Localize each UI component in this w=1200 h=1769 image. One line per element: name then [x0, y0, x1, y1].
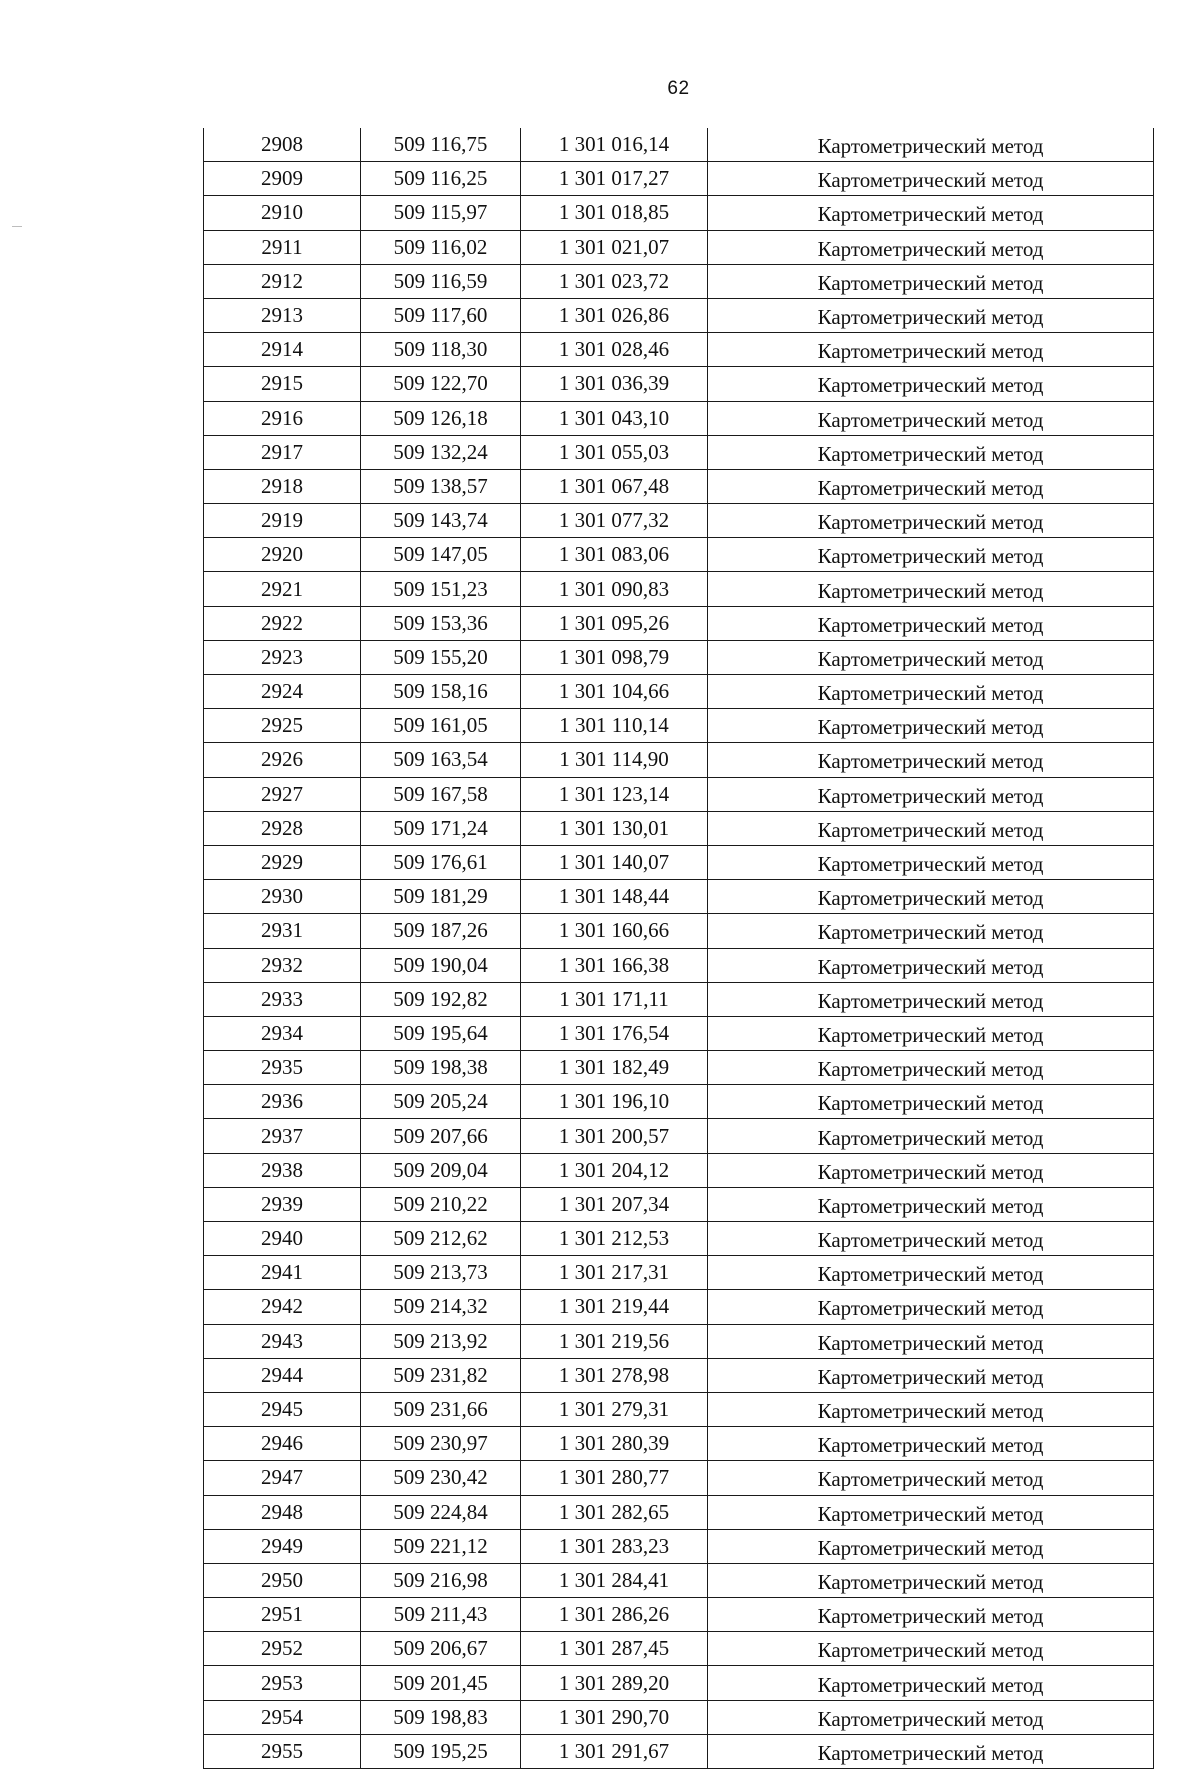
y-coordinate-cell: 1 301 280,77 [521, 1461, 708, 1495]
y-coordinate-cell: 1 301 140,07 [521, 845, 708, 879]
y-coordinate-cell: 1 301 090,83 [521, 572, 708, 606]
table-row [204, 1358, 1154, 1392]
y-coordinate-cell: 1 301 055,03 [521, 435, 708, 469]
x-coordinate-cell: 509 138,57 [361, 469, 521, 503]
table-row [204, 914, 1154, 948]
y-coordinate-cell: 1 301 166,38 [521, 948, 708, 982]
point-number-cell: 2952 [204, 1632, 361, 1666]
table-row [204, 1153, 1154, 1187]
y-coordinate-cell: 1 301 083,06 [521, 538, 708, 572]
point-number-cell: 2934 [204, 1016, 361, 1050]
method-cell: Картометрический метод [708, 1529, 1154, 1563]
method-cell: Картометрический метод [708, 367, 1154, 401]
scan-margin-mark [12, 226, 22, 227]
y-coordinate-cell: 1 301 017,27 [521, 162, 708, 196]
point-number-cell: 2924 [204, 675, 361, 709]
table-row [204, 162, 1154, 196]
x-coordinate-cell: 509 230,97 [361, 1427, 521, 1461]
table-row [204, 1187, 1154, 1221]
table-row [204, 1051, 1154, 1085]
y-coordinate-cell: 1 301 016,14 [521, 128, 708, 162]
x-coordinate-cell: 509 201,45 [361, 1666, 521, 1700]
y-coordinate-cell: 1 301 196,10 [521, 1085, 708, 1119]
table-row [204, 401, 1154, 435]
x-coordinate-cell: 509 117,60 [361, 298, 521, 332]
point-number-cell: 2913 [204, 298, 361, 332]
point-number-cell: 2908 [204, 128, 361, 162]
y-coordinate-cell: 1 301 123,14 [521, 777, 708, 811]
table-row [204, 845, 1154, 879]
table-row [204, 640, 1154, 674]
table-row [204, 880, 1154, 914]
x-coordinate-cell: 509 213,73 [361, 1256, 521, 1290]
method-cell: Картометрический метод [708, 982, 1154, 1016]
method-cell: Картометрический метод [708, 128, 1154, 162]
x-coordinate-cell: 509 151,23 [361, 572, 521, 606]
method-cell: Картометрический метод [708, 1598, 1154, 1632]
x-coordinate-cell: 509 116,75 [361, 128, 521, 162]
point-number-cell: 2912 [204, 264, 361, 298]
method-cell: Картометрический метод [708, 1392, 1154, 1426]
point-number-cell: 2909 [204, 162, 361, 196]
y-coordinate-cell: 1 301 160,66 [521, 914, 708, 948]
point-number-cell: 2920 [204, 538, 361, 572]
y-coordinate-cell: 1 301 176,54 [521, 1016, 708, 1050]
table-row [204, 230, 1154, 264]
point-number-cell: 2936 [204, 1085, 361, 1119]
table-row [204, 1427, 1154, 1461]
method-cell: Картометрический метод [708, 1324, 1154, 1358]
x-coordinate-cell: 509 116,02 [361, 230, 521, 264]
method-cell: Картометрический метод [708, 1632, 1154, 1666]
table-row [204, 469, 1154, 503]
point-number-cell: 2945 [204, 1392, 361, 1426]
page-number: 62 [667, 78, 690, 99]
x-coordinate-cell: 509 195,25 [361, 1734, 521, 1768]
point-number-cell: 2950 [204, 1563, 361, 1597]
point-number-cell: 2937 [204, 1119, 361, 1153]
method-cell: Картометрический метод [708, 401, 1154, 435]
x-coordinate-cell: 509 187,26 [361, 914, 521, 948]
table-row [204, 1016, 1154, 1050]
x-coordinate-cell: 509 167,58 [361, 777, 521, 811]
table-row [204, 504, 1154, 538]
x-coordinate-cell: 509 115,97 [361, 196, 521, 230]
x-coordinate-cell: 509 116,59 [361, 264, 521, 298]
point-number-cell: 2918 [204, 469, 361, 503]
table-row [204, 1222, 1154, 1256]
method-cell: Картометрический метод [708, 811, 1154, 845]
x-coordinate-cell: 509 118,30 [361, 333, 521, 367]
table-row [204, 1256, 1154, 1290]
y-coordinate-cell: 1 301 284,41 [521, 1563, 708, 1597]
y-coordinate-cell: 1 301 028,46 [521, 333, 708, 367]
x-coordinate-cell: 509 181,29 [361, 880, 521, 914]
y-coordinate-cell: 1 301 023,72 [521, 264, 708, 298]
y-coordinate-cell: 1 301 114,90 [521, 743, 708, 777]
x-coordinate-cell: 509 210,22 [361, 1187, 521, 1221]
point-number-cell: 2928 [204, 811, 361, 845]
y-coordinate-cell: 1 301 204,12 [521, 1153, 708, 1187]
x-coordinate-cell: 509 190,04 [361, 948, 521, 982]
point-number-cell: 2949 [204, 1529, 361, 1563]
y-coordinate-cell: 1 301 283,23 [521, 1529, 708, 1563]
table-row [204, 811, 1154, 845]
y-coordinate-cell: 1 301 280,39 [521, 1427, 708, 1461]
table-row [204, 1632, 1154, 1666]
method-cell: Картометрический метод [708, 1427, 1154, 1461]
x-coordinate-cell: 509 176,61 [361, 845, 521, 879]
y-coordinate-cell: 1 301 036,39 [521, 367, 708, 401]
point-number-cell: 2917 [204, 435, 361, 469]
x-coordinate-cell: 509 206,67 [361, 1632, 521, 1666]
table-row [204, 572, 1154, 606]
table-row [204, 333, 1154, 367]
method-cell: Картометрический метод [708, 1256, 1154, 1290]
x-coordinate-cell: 509 221,12 [361, 1529, 521, 1563]
y-coordinate-cell: 1 301 290,70 [521, 1700, 708, 1734]
point-number-cell: 2953 [204, 1666, 361, 1700]
point-number-cell: 2947 [204, 1461, 361, 1495]
x-coordinate-cell: 509 230,42 [361, 1461, 521, 1495]
table-row [204, 264, 1154, 298]
table-row [204, 1529, 1154, 1563]
point-number-cell: 2943 [204, 1324, 361, 1358]
x-coordinate-cell: 509 158,16 [361, 675, 521, 709]
point-number-cell: 2910 [204, 196, 361, 230]
point-number-cell: 2946 [204, 1427, 361, 1461]
y-coordinate-cell: 1 301 095,26 [521, 606, 708, 640]
method-cell: Картометрический метод [708, 914, 1154, 948]
point-number-cell: 2944 [204, 1358, 361, 1392]
method-cell: Картометрический метод [708, 845, 1154, 879]
method-cell: Картометрический метод [708, 333, 1154, 367]
method-cell: Картометрический метод [708, 572, 1154, 606]
table-row [204, 777, 1154, 811]
y-coordinate-cell: 1 301 182,49 [521, 1051, 708, 1085]
x-coordinate-cell: 509 216,98 [361, 1563, 521, 1597]
y-coordinate-cell: 1 301 286,26 [521, 1598, 708, 1632]
method-cell: Картометрический метод [708, 743, 1154, 777]
method-cell: Картометрический метод [708, 469, 1154, 503]
x-coordinate-cell: 509 214,32 [361, 1290, 521, 1324]
point-number-cell: 2942 [204, 1290, 361, 1324]
table-row [204, 982, 1154, 1016]
method-cell: Картометрический метод [708, 1563, 1154, 1597]
method-cell: Картометрический метод [708, 162, 1154, 196]
method-cell: Картометрический метод [708, 538, 1154, 572]
method-cell: Картометрический метод [708, 606, 1154, 640]
x-coordinate-cell: 509 161,05 [361, 709, 521, 743]
point-number-cell: 2938 [204, 1153, 361, 1187]
table-row [204, 1392, 1154, 1426]
x-coordinate-cell: 509 211,43 [361, 1598, 521, 1632]
method-cell: Картометрический метод [708, 1358, 1154, 1392]
x-coordinate-cell: 509 205,24 [361, 1085, 521, 1119]
x-coordinate-cell: 509 209,04 [361, 1153, 521, 1187]
point-number-cell: 2931 [204, 914, 361, 948]
x-coordinate-cell: 509 143,74 [361, 504, 521, 538]
point-number-cell: 2940 [204, 1222, 361, 1256]
x-coordinate-cell: 509 147,05 [361, 538, 521, 572]
point-number-cell: 2932 [204, 948, 361, 982]
x-coordinate-cell: 509 163,54 [361, 743, 521, 777]
table-row [204, 606, 1154, 640]
method-cell: Картометрический метод [708, 1495, 1154, 1529]
point-number-cell: 2935 [204, 1051, 361, 1085]
table-row [204, 128, 1154, 162]
table-row [204, 1119, 1154, 1153]
x-coordinate-cell: 509 155,20 [361, 640, 521, 674]
y-coordinate-cell: 1 301 291,67 [521, 1734, 708, 1768]
point-number-cell: 2911 [204, 230, 361, 264]
method-cell: Картометрический метод [708, 1734, 1154, 1768]
method-cell: Картометрический метод [708, 948, 1154, 982]
method-cell: Картометрический метод [708, 435, 1154, 469]
x-coordinate-cell: 509 126,18 [361, 401, 521, 435]
table-row [204, 1324, 1154, 1358]
table-row [204, 1461, 1154, 1495]
x-coordinate-cell: 509 192,82 [361, 982, 521, 1016]
point-number-cell: 2948 [204, 1495, 361, 1529]
method-cell: Картометрический метод [708, 1461, 1154, 1495]
point-number-cell: 2951 [204, 1598, 361, 1632]
point-number-cell: 2922 [204, 606, 361, 640]
table-row [204, 435, 1154, 469]
method-cell: Картометрический метод [708, 230, 1154, 264]
x-coordinate-cell: 509 171,24 [361, 811, 521, 845]
table-row [204, 1290, 1154, 1324]
x-coordinate-cell: 509 207,66 [361, 1119, 521, 1153]
coordinates-table [203, 128, 1154, 1769]
table-row [204, 1563, 1154, 1597]
point-number-cell: 2955 [204, 1734, 361, 1768]
y-coordinate-cell: 1 301 212,53 [521, 1222, 708, 1256]
table-row [204, 1085, 1154, 1119]
point-number-cell: 2914 [204, 333, 361, 367]
method-cell: Картометрический метод [708, 1290, 1154, 1324]
method-cell: Картометрический метод [708, 1187, 1154, 1221]
x-coordinate-cell: 509 198,83 [361, 1700, 521, 1734]
x-coordinate-cell: 509 195,64 [361, 1016, 521, 1050]
x-coordinate-cell: 509 116,25 [361, 162, 521, 196]
point-number-cell: 2925 [204, 709, 361, 743]
method-cell: Картометрический метод [708, 709, 1154, 743]
method-cell: Картометрический метод [708, 264, 1154, 298]
table-row [204, 743, 1154, 777]
table-row [204, 1598, 1154, 1632]
y-coordinate-cell: 1 301 278,98 [521, 1358, 708, 1392]
table-row [204, 675, 1154, 709]
table-row [204, 1495, 1154, 1529]
x-coordinate-cell: 509 198,38 [361, 1051, 521, 1085]
table-row [204, 1700, 1154, 1734]
x-coordinate-cell: 509 212,62 [361, 1222, 521, 1256]
point-number-cell: 2915 [204, 367, 361, 401]
table-row [204, 367, 1154, 401]
table-row [204, 1734, 1154, 1768]
method-cell: Картометрический метод [708, 504, 1154, 538]
point-number-cell: 2930 [204, 880, 361, 914]
table-row [204, 1666, 1154, 1700]
y-coordinate-cell: 1 301 219,44 [521, 1290, 708, 1324]
method-cell: Картометрический метод [708, 1051, 1154, 1085]
method-cell: Картометрический метод [708, 1119, 1154, 1153]
method-cell: Картометрический метод [708, 675, 1154, 709]
table-row [204, 948, 1154, 982]
method-cell: Картометрический метод [708, 1666, 1154, 1700]
point-number-cell: 2916 [204, 401, 361, 435]
point-number-cell: 2921 [204, 572, 361, 606]
y-coordinate-cell: 1 301 289,20 [521, 1666, 708, 1700]
table-row [204, 298, 1154, 332]
method-cell: Картометрический метод [708, 1153, 1154, 1187]
x-coordinate-cell: 509 224,84 [361, 1495, 521, 1529]
coordinates-table-body [204, 128, 1154, 1769]
point-number-cell: 2919 [204, 504, 361, 538]
x-coordinate-cell: 509 153,36 [361, 606, 521, 640]
y-coordinate-cell: 1 301 026,86 [521, 298, 708, 332]
y-coordinate-cell: 1 301 130,01 [521, 811, 708, 845]
method-cell: Картометрический метод [708, 298, 1154, 332]
method-cell: Картометрический метод [708, 1700, 1154, 1734]
y-coordinate-cell: 1 301 077,32 [521, 504, 708, 538]
y-coordinate-cell: 1 301 171,11 [521, 982, 708, 1016]
method-cell: Картометрический метод [708, 1222, 1154, 1256]
y-coordinate-cell: 1 301 219,56 [521, 1324, 708, 1358]
x-coordinate-cell: 509 122,70 [361, 367, 521, 401]
y-coordinate-cell: 1 301 067,48 [521, 469, 708, 503]
y-coordinate-cell: 1 301 207,34 [521, 1187, 708, 1221]
method-cell: Картометрический метод [708, 777, 1154, 811]
point-number-cell: 2939 [204, 1187, 361, 1221]
method-cell: Картометрический метод [708, 1085, 1154, 1119]
y-coordinate-cell: 1 301 287,45 [521, 1632, 708, 1666]
y-coordinate-cell: 1 301 043,10 [521, 401, 708, 435]
method-cell: Картометрический метод [708, 640, 1154, 674]
table-row [204, 709, 1154, 743]
point-number-cell: 2923 [204, 640, 361, 674]
y-coordinate-cell: 1 301 282,65 [521, 1495, 708, 1529]
x-coordinate-cell: 509 213,92 [361, 1324, 521, 1358]
table-row [204, 538, 1154, 572]
method-cell: Картометрический метод [708, 880, 1154, 914]
method-cell: Картометрический метод [708, 196, 1154, 230]
y-coordinate-cell: 1 301 148,44 [521, 880, 708, 914]
x-coordinate-cell: 509 132,24 [361, 435, 521, 469]
y-coordinate-cell: 1 301 104,66 [521, 675, 708, 709]
y-coordinate-cell: 1 301 098,79 [521, 640, 708, 674]
point-number-cell: 2926 [204, 743, 361, 777]
method-cell: Картометрический метод [708, 1016, 1154, 1050]
point-number-cell: 2954 [204, 1700, 361, 1734]
x-coordinate-cell: 509 231,66 [361, 1392, 521, 1426]
y-coordinate-cell: 1 301 200,57 [521, 1119, 708, 1153]
x-coordinate-cell: 509 231,82 [361, 1358, 521, 1392]
point-number-cell: 2929 [204, 845, 361, 879]
point-number-cell: 2933 [204, 982, 361, 1016]
y-coordinate-cell: 1 301 018,85 [521, 196, 708, 230]
table-row [204, 196, 1154, 230]
point-number-cell: 2927 [204, 777, 361, 811]
y-coordinate-cell: 1 301 279,31 [521, 1392, 708, 1426]
y-coordinate-cell: 1 301 110,14 [521, 709, 708, 743]
y-coordinate-cell: 1 301 021,07 [521, 230, 708, 264]
point-number-cell: 2941 [204, 1256, 361, 1290]
y-coordinate-cell: 1 301 217,31 [521, 1256, 708, 1290]
